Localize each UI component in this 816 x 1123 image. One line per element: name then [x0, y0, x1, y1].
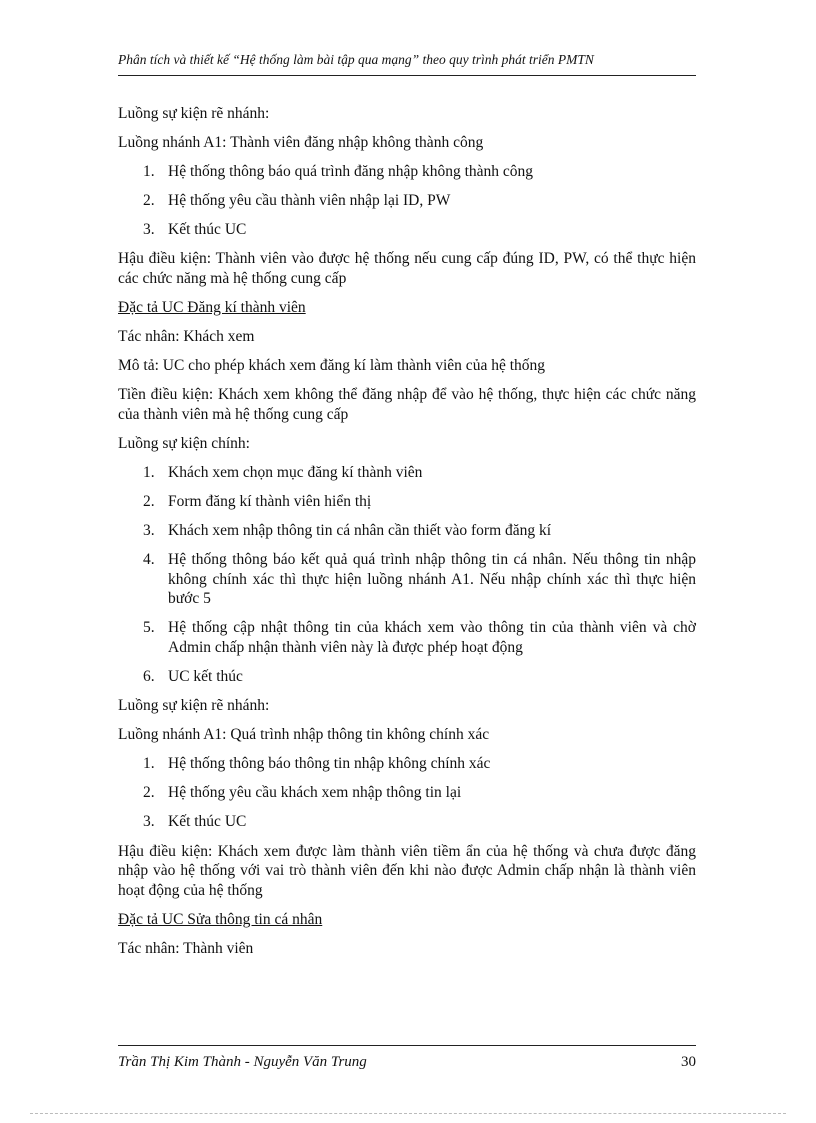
list-item: 6. UC kết thúc	[143, 668, 243, 685]
list-item: 3. Kết thúc UC	[143, 813, 247, 831]
description-line: Mô tả: UC cho phép khách xem đăng kí làm thành viên của hệ thống	[118, 357, 546, 375]
list-item: 1. Hệ thống thông báo quá trình đăng nhập không thành công	[143, 163, 534, 181]
page-number: 30	[681, 1054, 696, 1070]
alt-flow-heading: Luồng sự kiện rẽ nhánh:	[118, 105, 270, 122]
section-title-text: Đặc tả UC Sửa thông tin cá nhân	[118, 910, 323, 928]
list-item: 3. Kết thúc UC	[143, 221, 247, 239]
list-item: 2. Hệ thống yêu cầu thành viên nhập lại ID, PW	[143, 192, 451, 210]
alt-flow-heading: Luồng sự kiện rẽ nhánh:	[118, 697, 270, 715]
header-rule	[118, 75, 696, 76]
list-item: 2. Form đăng kí thành viên hiển thị	[143, 493, 372, 511]
footer-authors: Trần Thị Kim Thành - Nguyễn Văn Trung	[118, 1054, 367, 1070]
page-break-line	[30, 1113, 786, 1114]
actor-line: Tác nhân: Khách xem	[118, 328, 255, 346]
branch-a1-heading: Luồng nhánh A1: Thành viên đăng nhập không thành công	[118, 134, 484, 152]
alt-flow-steps	[118, 754, 696, 832]
running-header: Phân tích và thiết kế “Hệ thống làm bài tập qua mạng” theo quy trình phát triển PMTN	[118, 52, 594, 67]
branch-a1-steps	[118, 162, 696, 240]
main-flow-steps	[118, 463, 696, 686]
uc-register-title	[118, 298, 696, 318]
postcondition: Hậu điều kiện: Thành viên vào được hệ thống nếu cung cấp đúng ID, PW, có thể thực hiện các chức năng mà hệ thống cung cấp	[118, 250, 696, 287]
actor-line: Tác nhân: Thành viên	[118, 939, 254, 957]
postcondition: Hậu điều kiện: Khách xem được làm thành viên tiềm ẩn của hệ thống và chưa được đăng nhập vào hệ thống với vai trò thành viên đến khi nào được Admin chấp nhận là thành viên hoạt động của hệ thống	[118, 842, 696, 899]
list-item: 1. Khách xem chọn mục đăng kí thành viên	[143, 464, 423, 482]
section-title-text: Đặc tả UC Đăng kí thành viên	[118, 299, 306, 317]
list-item: 3. Khách xem nhập thông tin cá nhân cần thiết vào form đăng kí	[143, 522, 552, 540]
footer-rule	[118, 1045, 696, 1046]
branch-a1-heading: Luồng nhánh A1: Quá trình nhập thông tin không chính xác	[118, 726, 490, 744]
main-flow-heading: Luồng sự kiện chính:	[118, 434, 250, 452]
page-body	[118, 104, 696, 968]
list-item: 2. Hệ thống yêu cầu khách xem nhập thông tin lại	[143, 784, 462, 802]
list-item: 5. Hệ thống cập nhật thông tin của khách xem vào thông tin của thành viên và chờ Admin chấp nhận thành viên này là được phép hoạt động	[143, 619, 696, 656]
list-item: 4. Hệ thống thông báo kết quả quá trình nhập thông tin cá nhân. Nếu thông tin nhập không chính xác thì thực hiện luồng nhánh A1. Nếu nhập chính xác thì thực hiện bước 5	[143, 551, 696, 608]
uc-edit-profile-title	[118, 910, 696, 930]
list-item: 1. Hệ thống thông báo thông tin nhập không chính xác	[143, 755, 491, 773]
precondition: Tiền điều kiện: Khách xem không thể đăng nhập để vào hệ thống, thực hiện các chức năng của thành viên mà hệ thống cung cấp	[118, 386, 696, 423]
